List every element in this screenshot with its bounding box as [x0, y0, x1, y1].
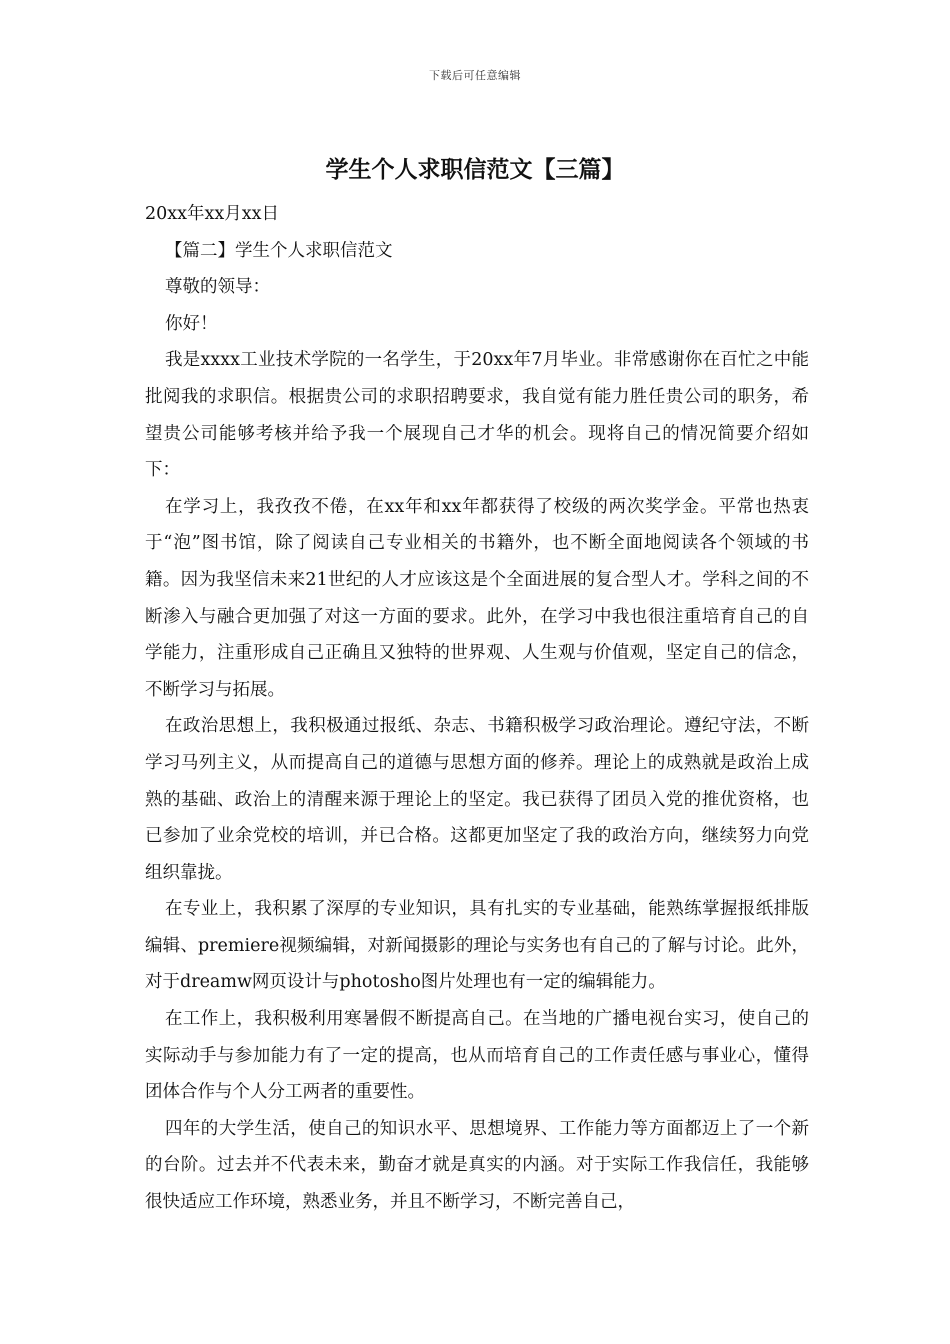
salutation: 尊敬的领导：	[165, 277, 270, 298]
document-date: 20xx年xx月xx日	[145, 204, 279, 224]
header-note: 下载后可任意编辑	[429, 69, 521, 82]
body-paragraph: 四年的大学生活，使自己的知识水平、思想境界、工作能力等方面都迈上了一个新的台阶。过去并不代表未来，勤奋才就是真实的内涵。对于实际工作我信任，我能够很快适应工作环境，熟悉业务，并且不断学习，不断完善自己，	[145, 1118, 809, 1213]
document-body	[145, 196, 809, 1221]
body-paragraph: 在专业上，我积累了深厚的专业知识，具有扎实的专业基础，能熟练掌握报纸排版编辑、premiere视频编辑，对新闻摄影的理论与实务也有自己的了解与讨论。此外，对于dreamw网页设计与photosho图片处理也有一定的编辑能力。	[145, 899, 809, 993]
body-paragraph: 在工作上，我积极利用寒暑假不断提高自己。在当地的广播电视台实习，使自己的实际动手与参加能力有了一定的提高，也从而培育自己的工作责任感与事业心，懂得团体合作与个人分工两者的重要性。	[145, 1009, 809, 1103]
body-paragraph: 在政治思想上，我积极通过报纸、杂志、书籍积极学习政治理论。遵纪守法，不断学习马列主义，从而提高自己的道德与思想方面的修养。理论上的成熟就是政治上成熟的基础、政治上的清醒来源于理论上的坚定。我已获得了团员入党的推优资格，也已参加了业余党校的培训，并已合格。这都更加坚定了我的政治方向，继续努力向党组织靠拢。	[145, 716, 809, 883]
document-title: 学生个人求职信范文【三篇】	[325, 156, 625, 183]
body-paragraph: 我是xxxx工业技术学院的一名学生，于20xx年7月毕业。非常感谢你在百忙之中能批阅我的求职信。根据贵公司的求职招聘要求，我自觉有能力胜任贵公司的职务，希望贵公司能够考核并给予我一个展现自己才华的机会。现将自己的情况简要介绍如下：	[145, 350, 809, 481]
section-heading: 【篇二】学生个人求职信范文	[165, 240, 393, 261]
body-paragraph: 在学习上，我孜孜不倦，在xx年和xx年都获得了校级的两次奖学金。平常也热衷于“泡”图书馆，除了阅读自己专业相关的书籍外，也不断全面地阅读各个领域的书籍。因为我坚信未来21世纪的人才应该这是个全面进展的复合型人才。学科之间的不断渗入与融合更加强了对这一方面的要求。此外，在学习中我也很注重培育自己的自学能力，注重形成自己正确且又独特的世界观、人生观与价值观，坚定自己的信念，不断学习与拓展。	[145, 496, 809, 700]
greeting: 你好！	[165, 313, 218, 334]
